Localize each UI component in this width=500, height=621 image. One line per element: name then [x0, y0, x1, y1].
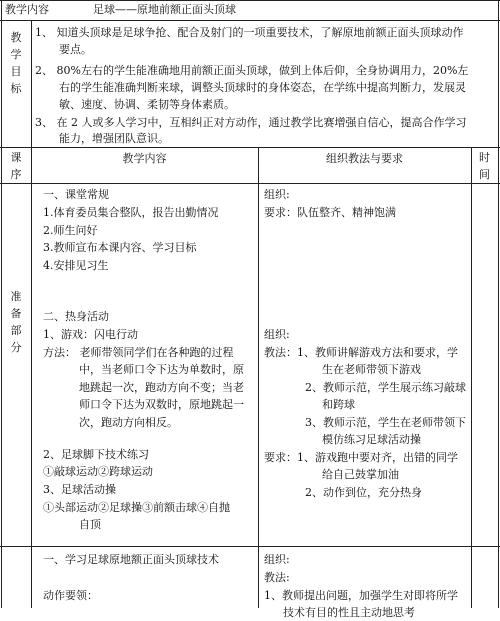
- row-divider-header: [0, 20, 500, 21]
- col-header-lesson-2: 序: [10, 168, 22, 181]
- routine-item-1: 1.体育委员集合整队，报告出勤情况: [43, 206, 219, 219]
- prep-require-1: 要求：队伍整齐、精神饱满: [264, 206, 396, 219]
- row-divider-prep: [0, 546, 500, 547]
- row-divider-goals: [0, 147, 500, 148]
- exercise-title: 3、足球活动操: [43, 483, 116, 496]
- col-divider-label: [31, 20, 32, 608]
- basic-teach-line-2: 技术有目的性且主动地思考: [283, 606, 415, 619]
- col-header-content: 教学内容: [122, 152, 167, 165]
- prep-teach-line-3: 2、教师示范，学生展示练习敲球: [305, 381, 466, 394]
- prep-label-4: 分: [10, 341, 22, 354]
- col-header-method: 组织教法与要求: [326, 152, 403, 165]
- goal-1-line-1: 1、 知道头顶球是足球争抢、配合及射门的一项重要技术，了解原地前额正面头顶球动作: [35, 26, 464, 39]
- prep-teach-line-1: 教法：1、教师讲解游戏方法和要求，学: [264, 346, 458, 359]
- prep-org-1: 组织:: [264, 188, 290, 201]
- col-divider-time: [471, 147, 472, 608]
- prep-require-line-1: 要求：1、游戏跑中要对齐，出错的同学: [264, 451, 458, 464]
- routine-item-3: 3.教师宣布本课内容、学习目标: [43, 241, 197, 254]
- table-border-top: [0, 0, 500, 1]
- col-header-lesson-1: 课: [10, 151, 22, 164]
- goal-2-line-3: 敏、速度、协调、柔韧等身体素质。: [59, 98, 235, 111]
- prep-label-3: 部: [10, 324, 22, 337]
- goal-3-line-2: 能力，增强团队意识。: [59, 132, 169, 145]
- prep-teach-line-6: 模仿练习足球活动操: [322, 433, 421, 446]
- prep-teach-line-2: 生在老师带领下游戏: [322, 363, 421, 376]
- goals-label-2: 学: [10, 48, 22, 61]
- col-divider-content: [258, 147, 259, 608]
- basic-teach: 教法:: [264, 571, 290, 584]
- routine-title: 一、课堂常规: [43, 188, 109, 201]
- game-method-line-3: 地跳起一次，跑动方向不变；当老: [79, 381, 244, 394]
- row-divider-columns: [0, 183, 500, 184]
- routine-item-4: 4.安排见习生: [43, 259, 109, 272]
- basic-title: 一、学习足球原地额正面头顶球技术: [43, 553, 219, 566]
- col-header-time-1: 时: [479, 151, 490, 164]
- warmup-title: 二、热身活动: [43, 310, 109, 323]
- prep-teach-line-5: 3、教师示范，学生在老师带领下: [305, 416, 466, 429]
- goal-1-line-2: 要点。: [59, 43, 92, 56]
- prep-teach-line-4: 和跨球: [322, 398, 355, 411]
- basic-teach-line-1: 1、教师提出问题，加强学生对即将所学: [264, 589, 458, 602]
- header-topic: 足球——原地前额正面头顶球: [93, 3, 236, 16]
- table-border-right: [498, 0, 499, 608]
- basic-essentials: 动作要领：: [43, 589, 98, 602]
- goals-label-3: 目: [10, 65, 22, 78]
- footwork-items: ①敲球运动②跨球运动: [43, 465, 153, 478]
- col-header-time-2: 间: [479, 168, 490, 181]
- basic-org: 组织:: [264, 553, 290, 566]
- prep-label-1: 准: [10, 290, 22, 303]
- game-title: 1、游戏：闪电行动: [43, 328, 138, 341]
- goal-3-line-1: 3、 在 2 人或多人学习中，互相纠正对方动作，通过教学比赛增强自信心，提高合作学习: [35, 116, 467, 129]
- routine-item-2: 2.师生问好: [43, 224, 98, 237]
- table-border-left: [1, 0, 2, 608]
- goal-2-line-2: 右的学生能准确判断来球，调整头顶球时的身体姿态，在学练中提高判断力，发展灵: [59, 81, 466, 94]
- exercise-items-line-1: ①头部运动②足球操③前额击球④自抛: [43, 501, 230, 514]
- game-method-line-2: 中，当老师口令下达为单数时，原: [79, 363, 244, 376]
- prep-require-line-2: 给自己鼓掌加油: [322, 468, 399, 481]
- prep-require-line-3: 2、动作到位，充分热身: [305, 486, 422, 499]
- footwork-title: 2、足球脚下技术练习: [43, 448, 149, 461]
- goal-2-line-1: 2、 80%左右的学生能准确地用前额正面头顶球，做到上体后仰，全身协调用力，20%左: [35, 64, 469, 77]
- exercise-items-line-2: 自顶: [79, 518, 101, 531]
- prep-org-2: 组织:: [264, 328, 290, 341]
- header-label: 教学内容: [5, 3, 49, 16]
- game-method-line-1: 方法： 老师带领同学们在各种跑的过程: [43, 346, 234, 359]
- prep-label-2: 备: [10, 307, 22, 320]
- game-method-line-4: 师口令下达为双数时，原地跳起一: [79, 398, 244, 411]
- game-method-line-5: 次，跑动方向相反。: [79, 416, 178, 429]
- goals-label-4: 标: [10, 82, 22, 95]
- goals-label-1: 教: [10, 31, 22, 44]
